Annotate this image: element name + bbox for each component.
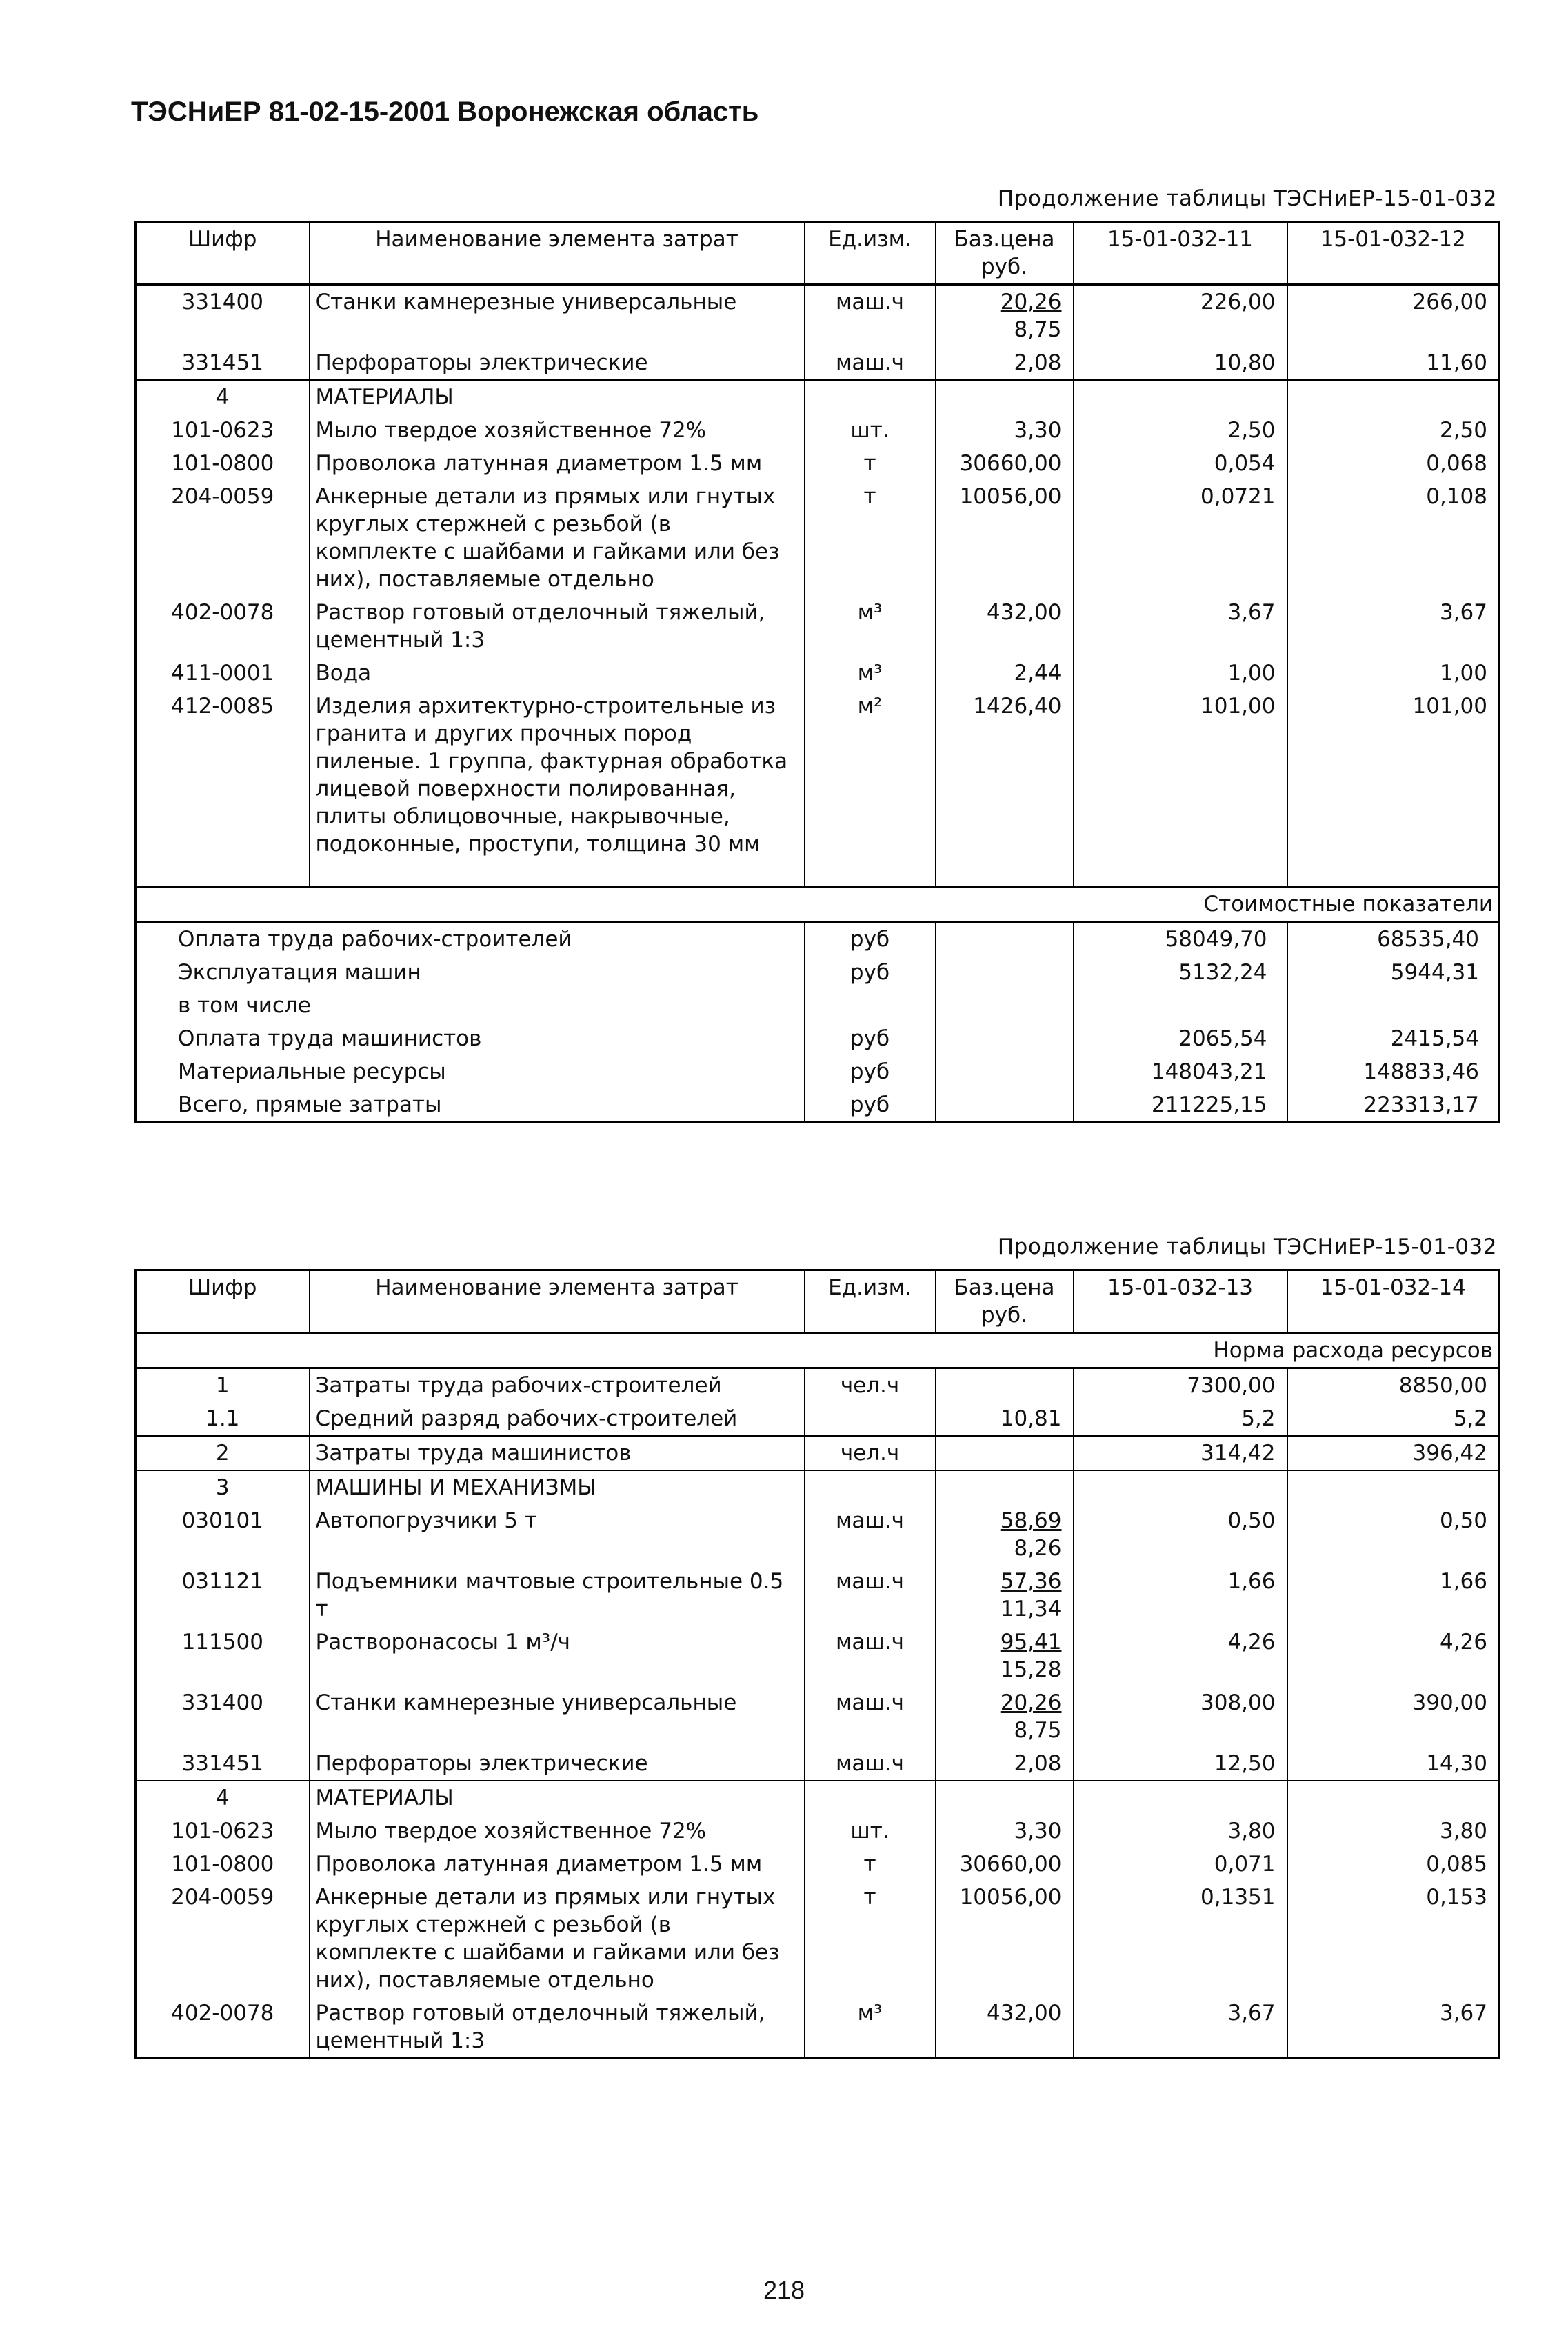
row-unit: шт. bbox=[805, 1815, 936, 1848]
row-value-a: 4,26 bbox=[1074, 1626, 1287, 1686]
row-name: Изделия архитектурно-строительные из гранита и других прочных пород пиленые. 1 группа, фактурная обработка лицевой поверхности полированная, плиты облицовочные, накрывочные, подоконные, проступи, толщина 30 мм bbox=[310, 690, 805, 887]
table-row bbox=[136, 596, 1500, 657]
row-value-b: 14,30 bbox=[1287, 1747, 1500, 1781]
col-header-unit: Ед.изм. bbox=[805, 1270, 936, 1333]
table-row bbox=[136, 346, 1500, 380]
row-unit: т bbox=[805, 447, 936, 480]
cost-value-b: 5944,31 bbox=[1287, 956, 1500, 989]
row-price: 2,08 bbox=[936, 1747, 1074, 1781]
table-row bbox=[136, 657, 1500, 690]
table-row bbox=[136, 690, 1500, 887]
row-price: 1426,40 bbox=[936, 690, 1074, 887]
row-code: 101-0623 bbox=[171, 1819, 274, 1843]
row-value-b: 0,153 bbox=[1287, 1881, 1500, 1997]
row-code: 412-0085 bbox=[171, 694, 274, 719]
row-code: 1.1 bbox=[205, 1406, 240, 1431]
cost-label: Эксплуатация машин bbox=[178, 960, 421, 985]
row-unit: т bbox=[805, 1881, 936, 1997]
row-name: Вода bbox=[310, 657, 805, 690]
table-caption: Продолжение таблицы ТЭСНиЕР-15-01-032 bbox=[997, 1235, 1497, 1259]
section-title: МАШИНЫ И МЕХАНИЗМЫ bbox=[310, 1470, 805, 1504]
row-value-a: 7300,00 bbox=[1074, 1368, 1287, 1403]
row-unit: шт. bbox=[805, 414, 936, 447]
row-name: Проволока латунная диаметром 1.5 мм bbox=[310, 1848, 805, 1881]
price-wage-part: 8,26 bbox=[1014, 1536, 1062, 1561]
row-code: 331400 bbox=[181, 290, 263, 314]
table-row bbox=[136, 414, 1500, 447]
col-header-code: Шифр bbox=[136, 1270, 310, 1333]
row-value-b: 0,50 bbox=[1287, 1504, 1500, 1565]
col-header-15-01-032-14: 15-01-032-14 bbox=[1287, 1270, 1500, 1333]
row-value-b: 5,2 bbox=[1287, 1402, 1500, 1436]
row-code: 101-0623 bbox=[171, 418, 274, 443]
col-header-price: Баз.цена руб. bbox=[936, 1270, 1074, 1333]
cost-unit: руб bbox=[805, 1088, 936, 1123]
row-price: 432,00 bbox=[936, 596, 1074, 657]
row-unit bbox=[805, 1402, 936, 1436]
section-title: МАТЕРИАЛЫ bbox=[310, 1781, 805, 1815]
row-code: 204-0059 bbox=[171, 1885, 274, 1910]
row-name: Средний разряд рабочих-строителей bbox=[310, 1402, 805, 1436]
section-row-machines bbox=[136, 1470, 1500, 1504]
row-value-b: 0,068 bbox=[1287, 447, 1500, 480]
row-unit: маш.ч bbox=[805, 1626, 936, 1686]
row-value-a: 314,42 bbox=[1074, 1436, 1287, 1470]
row-price bbox=[936, 1626, 1074, 1686]
resource-norm-band bbox=[136, 1333, 1500, 1368]
row-name: Затраты труда рабочих-строителей bbox=[310, 1368, 805, 1403]
row-value-b: 390,00 bbox=[1287, 1686, 1500, 1747]
price-value: 20,26 bbox=[1000, 1690, 1062, 1715]
row-value-a: 308,00 bbox=[1074, 1686, 1287, 1747]
cost-unit: руб bbox=[805, 922, 936, 957]
page-header: ТЭСНиЕР 81-02-15-2001 Воронежская область bbox=[131, 97, 759, 127]
cost-row-total bbox=[136, 1088, 1500, 1123]
row-code: 1 bbox=[215, 1373, 230, 1398]
row-price: 10056,00 bbox=[936, 480, 1074, 596]
row-value-a: 10,80 bbox=[1074, 346, 1287, 380]
row-value-a: 1,66 bbox=[1074, 1565, 1287, 1626]
row-value-b: 1,00 bbox=[1287, 657, 1500, 690]
cost-value-a: 5132,24 bbox=[1074, 956, 1287, 989]
row-unit: маш.ч bbox=[805, 285, 936, 347]
row-value-b: 8850,00 bbox=[1287, 1368, 1500, 1403]
row-unit: м³ bbox=[805, 1997, 936, 2059]
row-price: 30660,00 bbox=[936, 447, 1074, 480]
row-unit: т bbox=[805, 480, 936, 596]
row-price: 2,08 bbox=[936, 346, 1074, 380]
table-row bbox=[136, 1881, 1500, 1997]
row-value-a: 0,50 bbox=[1074, 1504, 1287, 1565]
row-name: Мыло твердое хозяйственное 72% bbox=[310, 1815, 805, 1848]
row-value-b: 0,085 bbox=[1287, 1848, 1500, 1881]
section-code: 4 bbox=[136, 380, 310, 414]
cost-value-a: 2065,54 bbox=[1074, 1022, 1287, 1055]
row-name: Подъемники мачтовые строительные 0.5 т bbox=[310, 1565, 805, 1626]
section-row-materials bbox=[136, 1781, 1500, 1815]
cost-unit: руб bbox=[805, 1022, 936, 1055]
cost-label: Всего, прямые затраты bbox=[178, 1092, 442, 1117]
cost-value-a: 211225,15 bbox=[1074, 1088, 1287, 1123]
row-price: 30660,00 bbox=[936, 1848, 1074, 1881]
price-value: 57,36 bbox=[1000, 1569, 1062, 1594]
row-name: Раствор готовый отделочный тяжелый, цементный 1:3 bbox=[310, 1997, 805, 2059]
row-price: 10,81 bbox=[936, 1402, 1074, 1436]
row-value-a: 3,80 bbox=[1074, 1815, 1287, 1848]
col-header-name: Наименование элемента затрат bbox=[310, 1270, 805, 1333]
cost-label: Материальные ресурсы bbox=[178, 1059, 446, 1084]
section-code: 3 bbox=[136, 1470, 310, 1504]
cost-row-materials bbox=[136, 1055, 1500, 1088]
price-value: 95,41 bbox=[1000, 1630, 1062, 1655]
row-value-b: 3,67 bbox=[1287, 596, 1500, 657]
cost-indicators-band bbox=[136, 887, 1500, 922]
row-value-b: 0,108 bbox=[1287, 480, 1500, 596]
row-value-a: 0,071 bbox=[1074, 1848, 1287, 1881]
row-value-b: 266,00 bbox=[1287, 285, 1500, 347]
table-row bbox=[136, 285, 1500, 347]
row-value-b: 101,00 bbox=[1287, 690, 1500, 887]
row-value-a: 226,00 bbox=[1074, 285, 1287, 347]
row-price: 432,00 bbox=[936, 1997, 1074, 2059]
cost-unit: руб bbox=[805, 1055, 936, 1088]
row-name: Перфораторы электрические bbox=[310, 1747, 805, 1781]
row-price bbox=[936, 1565, 1074, 1626]
row-code: 331451 bbox=[181, 350, 263, 375]
price-value: 58,69 bbox=[1000, 1508, 1062, 1533]
price-value: 20,26 bbox=[1000, 290, 1062, 314]
row-code: 101-0800 bbox=[171, 451, 274, 476]
cost-unit: руб bbox=[805, 956, 936, 989]
row-name: Анкерные детали из прямых или гнутых круглых стержней с резьбой (в комплекте с шайбами и гайками или без них), поставляемые отдельно bbox=[310, 480, 805, 596]
row-value-b: 4,26 bbox=[1287, 1626, 1500, 1686]
row-price: 2,44 bbox=[936, 657, 1074, 690]
row-code: 030101 bbox=[181, 1508, 263, 1533]
page-number: 218 bbox=[763, 2276, 805, 2304]
cost-row-labor bbox=[136, 922, 1500, 957]
row-value-a: 12,50 bbox=[1074, 1747, 1287, 1781]
row-code: 402-0078 bbox=[171, 600, 274, 625]
row-value-b: 11,60 bbox=[1287, 346, 1500, 380]
col-header-unit: Ед.изм. bbox=[805, 222, 936, 285]
row-value-a: 3,67 bbox=[1074, 596, 1287, 657]
row-code: 331451 bbox=[181, 1751, 263, 1776]
table-row bbox=[136, 1626, 1500, 1686]
band-title: Норма расхода ресурсов bbox=[136, 1333, 1500, 1368]
table-row bbox=[136, 1504, 1500, 1565]
row-unit: м³ bbox=[805, 596, 936, 657]
col-header-15-01-032-13: 15-01-032-13 bbox=[1074, 1270, 1287, 1333]
table-row bbox=[136, 1747, 1500, 1781]
row-name: Растворонасосы 1 м³/ч bbox=[310, 1626, 805, 1686]
table-row bbox=[136, 1686, 1500, 1747]
section-row-materials bbox=[136, 380, 1500, 414]
row-unit: маш.ч bbox=[805, 1565, 936, 1626]
table-row bbox=[136, 1436, 1500, 1470]
row-value-a: 101,00 bbox=[1074, 690, 1287, 887]
row-code: 331400 bbox=[181, 1690, 263, 1715]
cost-value-a: 148043,21 bbox=[1074, 1055, 1287, 1088]
table-row bbox=[136, 1997, 1500, 2059]
cost-value-b: 68535,40 bbox=[1287, 922, 1500, 957]
col-header-code: Шифр bbox=[136, 222, 310, 285]
table-row bbox=[136, 1402, 1500, 1436]
cost-value-b: 2415,54 bbox=[1287, 1022, 1500, 1055]
row-value-a: 0,054 bbox=[1074, 447, 1287, 480]
cost-value-b: 223313,17 bbox=[1287, 1088, 1500, 1123]
row-code: 031121 bbox=[181, 1569, 263, 1594]
row-value-b: 396,42 bbox=[1287, 1436, 1500, 1470]
band-title: Стоимостные показатели bbox=[136, 887, 1500, 922]
row-unit: маш.ч bbox=[805, 1504, 936, 1565]
row-name: Раствор готовый отделочный тяжелый, цементный 1:3 bbox=[310, 596, 805, 657]
row-price bbox=[936, 1436, 1074, 1470]
table-caption: Продолжение таблицы ТЭСНиЕР-15-01-032 bbox=[997, 186, 1497, 211]
table-row bbox=[136, 1565, 1500, 1626]
row-unit: маш.ч bbox=[805, 346, 936, 380]
row-value-b: 1,66 bbox=[1287, 1565, 1500, 1626]
cost-value-b: 148833,46 bbox=[1287, 1055, 1500, 1088]
table-row bbox=[136, 1848, 1500, 1881]
cost-label: Оплата труда машинистов bbox=[178, 1026, 482, 1051]
section-title: МАТЕРИАЛЫ bbox=[310, 380, 805, 414]
row-price bbox=[936, 1368, 1074, 1403]
row-value-a: 1,00 bbox=[1074, 657, 1287, 690]
row-price: 10056,00 bbox=[936, 1881, 1074, 1997]
row-unit: м² bbox=[805, 690, 936, 887]
row-unit: маш.ч bbox=[805, 1747, 936, 1781]
row-value-b: 2,50 bbox=[1287, 414, 1500, 447]
section-code: 4 bbox=[136, 1781, 310, 1815]
row-name: Станки камнерезные универсальные bbox=[310, 1686, 805, 1747]
row-unit: т bbox=[805, 1848, 936, 1881]
cost-row-operators bbox=[136, 1022, 1500, 1055]
table-row bbox=[136, 1368, 1500, 1403]
norms-table-2 bbox=[134, 1269, 1500, 2059]
col-header-15-01-032-12: 15-01-032-12 bbox=[1287, 222, 1500, 285]
row-price bbox=[936, 1504, 1074, 1565]
row-name: Станки камнерезные универсальные bbox=[310, 285, 805, 347]
col-header-15-01-032-11: 15-01-032-11 bbox=[1074, 222, 1287, 285]
row-code: 411-0001 bbox=[171, 661, 274, 686]
table-row bbox=[136, 447, 1500, 480]
row-value-a: 2,50 bbox=[1074, 414, 1287, 447]
row-name: Мыло твердое хозяйственное 72% bbox=[310, 414, 805, 447]
norms-table-1 bbox=[134, 221, 1500, 1123]
table-row bbox=[136, 1815, 1500, 1848]
table-row bbox=[136, 480, 1500, 596]
table-header-row bbox=[136, 222, 1500, 285]
row-unit: маш.ч bbox=[805, 1686, 936, 1747]
row-value-b: 3,80 bbox=[1287, 1815, 1500, 1848]
row-price bbox=[936, 285, 1074, 347]
row-unit: м³ bbox=[805, 657, 936, 690]
row-price bbox=[936, 1686, 1074, 1747]
col-header-price: Баз.цена руб. bbox=[936, 222, 1074, 285]
row-code: 2 bbox=[136, 1436, 310, 1470]
col-header-name: Наименование элемента затрат bbox=[310, 222, 805, 285]
row-price: 3,30 bbox=[936, 414, 1074, 447]
table-header-row bbox=[136, 1270, 1500, 1333]
price-wage-part: 11,34 bbox=[1000, 1597, 1062, 1621]
row-name: Анкерные детали из прямых или гнутых круглых стержней с резьбой (в комплекте с шайбами и гайками или без них), поставляемые отдельно bbox=[310, 1881, 805, 1997]
row-name: Автопогрузчики 5 т bbox=[310, 1504, 805, 1565]
row-code: 111500 bbox=[181, 1630, 263, 1655]
row-value-a: 3,67 bbox=[1074, 1997, 1287, 2059]
cost-row-machines bbox=[136, 956, 1500, 989]
price-wage-part: 15,28 bbox=[1000, 1657, 1062, 1682]
row-unit: чел.ч bbox=[805, 1436, 936, 1470]
row-value-a: 0,1351 bbox=[1074, 1881, 1287, 1997]
row-code: 402-0078 bbox=[171, 2001, 274, 2026]
row-name: Проволока латунная диаметром 1.5 мм bbox=[310, 447, 805, 480]
row-price: 3,30 bbox=[936, 1815, 1074, 1848]
price-wage-part: 8,75 bbox=[1014, 317, 1062, 342]
row-value-a: 5,2 bbox=[1074, 1402, 1287, 1436]
row-name: Перфораторы электрические bbox=[310, 346, 805, 380]
row-value-b: 3,67 bbox=[1287, 1997, 1500, 2059]
row-code: 101-0800 bbox=[171, 1852, 274, 1877]
cost-row-including bbox=[136, 989, 1500, 1022]
row-value-a: 0,0721 bbox=[1074, 480, 1287, 596]
row-code: 204-0059 bbox=[171, 484, 274, 509]
row-name: Затраты труда машинистов bbox=[310, 1436, 805, 1470]
price-wage-part: 8,75 bbox=[1014, 1718, 1062, 1743]
cost-label: в том числе bbox=[178, 993, 311, 1018]
cost-label: Оплата труда рабочих-строителей bbox=[178, 927, 572, 952]
cost-value-a: 58049,70 bbox=[1074, 922, 1287, 957]
row-unit: чел.ч bbox=[805, 1368, 936, 1403]
